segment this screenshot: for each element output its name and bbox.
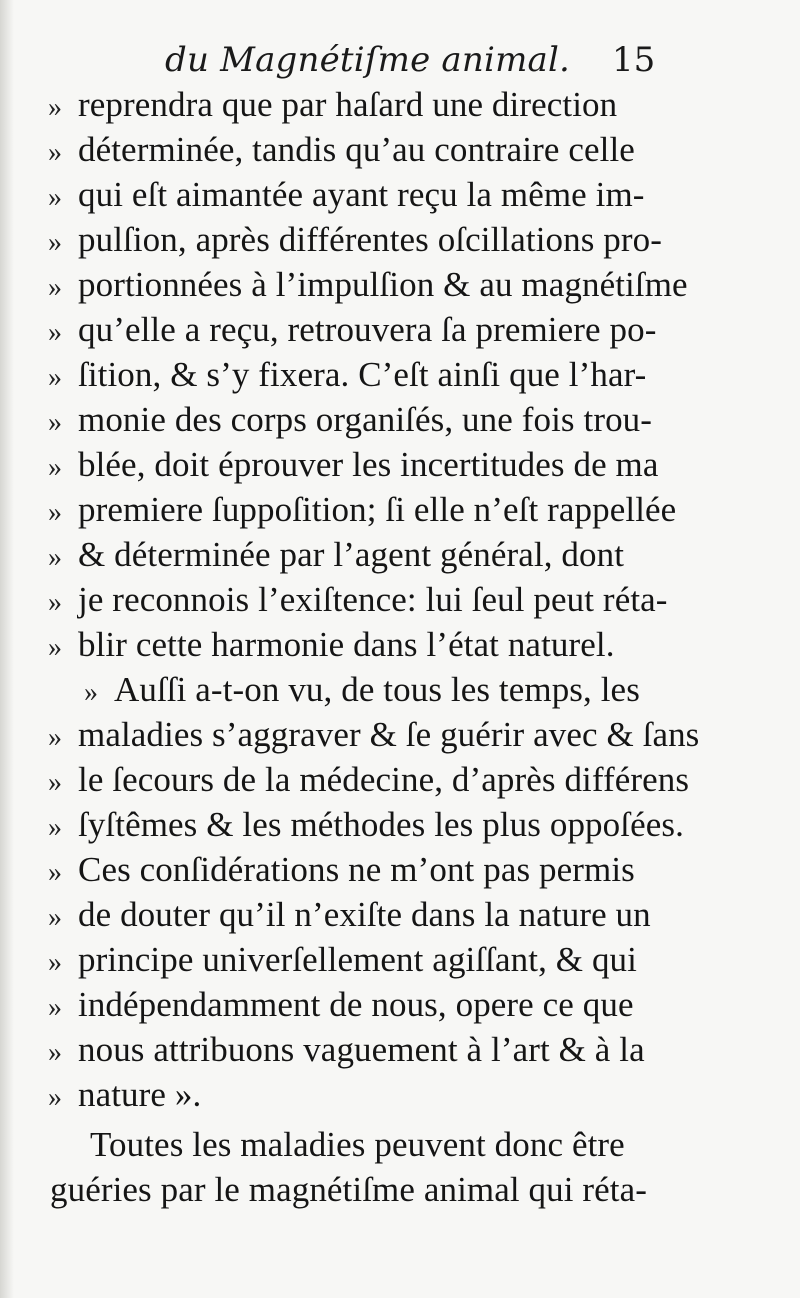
- quote-mark: »: [48, 92, 63, 123]
- text-line: [48, 487, 676, 532]
- text-line: [90, 1122, 625, 1167]
- quote-mark: »: [48, 497, 63, 528]
- text-line: [48, 622, 615, 667]
- line-text: pulſion, après différentes oſcillations pro-: [78, 220, 663, 259]
- quote-mark: »: [48, 857, 63, 888]
- text-line: [48, 1027, 645, 1072]
- text-line: [48, 937, 637, 982]
- line-text: Toutes les maladies peuvent donc être: [90, 1125, 625, 1164]
- quote-mark: »: [48, 947, 63, 978]
- page-number: 15: [612, 40, 656, 80]
- line-text: qu’elle a reçu, retrouvera ſa premiere po-: [78, 310, 657, 349]
- line-text: qui eſt aimantée ayant reçu la même im-: [78, 175, 645, 214]
- line-text: blir cette harmonie dans l’état naturel.: [78, 625, 615, 664]
- text-line: [48, 217, 662, 262]
- line-text: nous attribuons vaguement à l’art & à la: [78, 1030, 645, 1069]
- quote-mark: »: [48, 722, 63, 753]
- quote-mark: »: [48, 137, 63, 168]
- quote-mark: »: [48, 902, 63, 933]
- line-text: le ſecours de la médecine, d’après différens: [78, 760, 690, 799]
- text-line: [48, 712, 699, 757]
- quote-mark: »: [48, 182, 63, 213]
- quote-mark: »: [48, 587, 63, 618]
- text-line: [48, 1072, 201, 1117]
- quote-mark: »: [48, 362, 63, 393]
- quote-mark: »: [48, 632, 63, 663]
- quote-mark: »: [48, 407, 63, 438]
- line-text: je reconnois l’exiſtence: lui ſeul peut réta-: [78, 580, 668, 619]
- text-line: [48, 532, 624, 577]
- line-text: & déterminée par l’agent général, dont: [78, 535, 625, 574]
- text-line: [48, 577, 668, 622]
- quote-mark: »: [48, 272, 63, 303]
- quote-mark: »: [48, 992, 63, 1023]
- quote-mark: »: [48, 542, 63, 573]
- line-text: de douter qu’il n’exiſte dans la nature un: [78, 895, 651, 934]
- quote-mark: »: [48, 227, 63, 258]
- text-line: [48, 892, 651, 937]
- text-line: [48, 757, 689, 802]
- text-line: [48, 82, 617, 127]
- page-header: [0, 30, 800, 90]
- quote-mark: »: [48, 812, 63, 843]
- line-text: portionnées à l’impulſion & au magnétiſme: [78, 265, 688, 304]
- running-title: du Magnétiſme animal.: [165, 40, 571, 80]
- line-text: principe univerſellement agiſſant, & qui: [78, 940, 637, 979]
- text-line: [48, 847, 635, 892]
- text-line: [48, 442, 659, 487]
- text-line: [48, 352, 646, 397]
- line-text: déterminée, tandis qu’au contraire celle: [78, 130, 635, 169]
- quote-mark: »: [48, 767, 63, 798]
- text-line: [48, 982, 634, 1027]
- text-line: [48, 262, 688, 307]
- text-line: [48, 397, 652, 442]
- quote-mark: »: [84, 677, 99, 708]
- line-text: ſyſtêmes & les méthodes les plus oppoſées.: [78, 805, 684, 844]
- quote-mark: »: [48, 452, 63, 483]
- text-line: [48, 307, 656, 352]
- line-text: guéries par le magnétiſme animal qui réta-: [50, 1170, 648, 1209]
- line-text: blée, doit éprouver les incertitudes de ma: [78, 445, 659, 484]
- quote-mark: »: [48, 1037, 63, 1068]
- text-line: [48, 802, 684, 847]
- text-line: [50, 1167, 647, 1212]
- line-text: nature ».: [78, 1075, 202, 1114]
- line-text: indépendamment de nous, opere ce que: [78, 985, 634, 1024]
- quote-mark: »: [48, 317, 63, 348]
- line-text: Ces conſidérations ne m’ont pas permis: [78, 850, 635, 889]
- text-line: [48, 172, 645, 217]
- text-line: [84, 667, 640, 712]
- line-text: monie des corps organiſés, une fois trou-: [78, 400, 653, 439]
- quote-mark: »: [48, 1082, 63, 1113]
- line-text: Auſſi a-t-on vu, de tous les temps, les: [114, 670, 640, 709]
- line-text: reprendra que par haſard une direction: [78, 85, 618, 124]
- line-text: maladies s’aggraver & ſe guérir avec & ſans: [78, 715, 700, 754]
- line-text: premiere ſuppoſition; ſi elle n’eſt rappellée: [78, 490, 677, 529]
- text-line: [48, 127, 635, 172]
- line-text: ſition, & s’y fixera. C’eſt ainſi que l’har-: [78, 355, 647, 394]
